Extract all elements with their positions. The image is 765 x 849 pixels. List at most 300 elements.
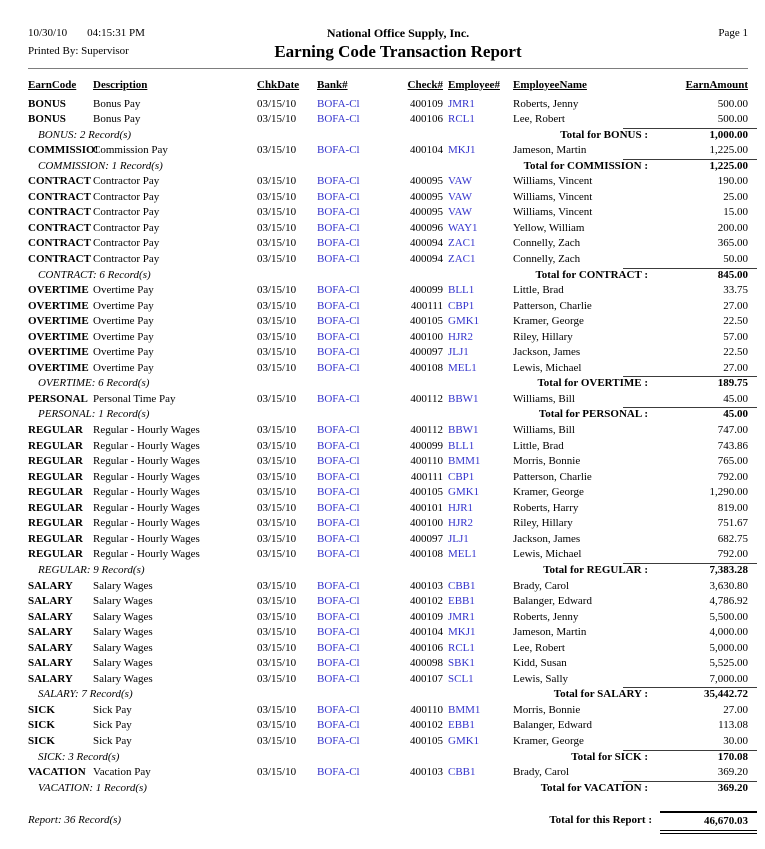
cell-check-number: 400107 [410, 672, 443, 685]
bank-number-link[interactable]: BOFA-Cl [317, 346, 360, 359]
bank-number-link[interactable]: BOFA-Cl [317, 517, 360, 530]
bank-number-link[interactable]: BOFA-Cl [317, 439, 360, 452]
cell-earn-amount: 22.50 [723, 315, 748, 328]
employee-number-link[interactable]: HJR1 [448, 501, 474, 514]
page-number: Page 1 [718, 27, 748, 39]
cell-earn-code: SALARY [28, 657, 73, 670]
cell-chk-date: 03/15/10 [257, 703, 297, 716]
bank-number-link[interactable]: BOFA-Cl [317, 470, 360, 483]
cell-employee-name: Kramer, George [513, 315, 584, 328]
cell-employee-name: Lewis, Sally [513, 672, 568, 685]
cell-earn-amount: 365.00 [717, 237, 748, 250]
group-footer-row [28, 376, 748, 392]
bank-number-link[interactable]: BOFA-Cl [317, 657, 360, 670]
employee-number-link[interactable]: BLL1 [448, 284, 475, 297]
cell-earn-code: OVERTIME [28, 346, 89, 359]
bank-number-link[interactable]: BOFA-Cl [317, 361, 360, 374]
bank-number-link[interactable]: BOFA-Cl [317, 113, 360, 126]
report-row [28, 283, 748, 299]
cell-chk-date: 03/15/10 [257, 221, 297, 234]
employee-number-link[interactable]: MKJ1 [448, 144, 476, 157]
bank-number-link[interactable]: BOFA-Cl [317, 253, 360, 266]
cell-earn-amount: 27.00 [723, 299, 748, 312]
employee-number-link[interactable]: MEL1 [448, 361, 477, 374]
group-total-rule [623, 128, 757, 129]
cell-chk-date: 03/15/10 [257, 190, 297, 203]
cell-earn-amount: 819.00 [717, 501, 748, 514]
cell-earn-amount: 4,786.92 [709, 595, 748, 608]
employee-number-link[interactable]: RCL1 [448, 113, 475, 126]
bank-number-link[interactable]: BOFA-Cl [317, 734, 360, 747]
cell-earn-code: OVERTIME [28, 330, 89, 343]
cell-earn-amount: 743.86 [717, 439, 748, 452]
employee-number-link[interactable]: MKJ1 [448, 626, 476, 639]
group-total-label: Total for REGULAR : [543, 563, 648, 576]
report-row [28, 392, 748, 408]
group-record-count: SICK: 3 Record(s) [38, 750, 120, 763]
employee-number-link[interactable]: RCL1 [448, 641, 475, 654]
employee-number-link[interactable]: BMM1 [448, 703, 481, 716]
employee-number-link[interactable]: JLJ1 [448, 346, 469, 359]
cell-check-number: 400094 [410, 253, 443, 266]
employee-number-link[interactable]: WAY1 [448, 221, 478, 234]
cell-check-number: 400109 [410, 97, 443, 110]
bank-number-link[interactable]: BOFA-Cl [317, 97, 360, 110]
report-row [28, 454, 748, 470]
report-header [28, 25, 748, 62]
group-total-amount: 35,442.72 [704, 688, 748, 701]
report-row [28, 734, 748, 750]
report-row [28, 470, 748, 486]
cell-check-number: 400111 [410, 470, 443, 483]
cell-chk-date: 03/15/10 [257, 299, 297, 312]
cell-check-number: 400101 [410, 501, 443, 514]
report-row [28, 112, 748, 128]
cell-chk-date: 03/15/10 [257, 766, 297, 779]
cell-employee-name: Williams, Vincent [513, 175, 593, 188]
cell-check-number: 400102 [410, 595, 443, 608]
cell-description: Salary Wages [93, 610, 153, 623]
cell-description: Overtime Pay [93, 315, 154, 328]
report-row [28, 625, 748, 641]
cell-earn-code: REGULAR [28, 470, 84, 483]
cell-earn-code: SALARY [28, 641, 73, 654]
cell-check-number: 400109 [410, 610, 443, 623]
cell-description: Bonus Pay [93, 113, 141, 126]
bank-number-link[interactable]: BOFA-Cl [317, 641, 360, 654]
cell-earn-code: REGULAR [28, 439, 84, 452]
employee-number-link[interactable]: EBB1 [448, 595, 475, 608]
group-footer-row [28, 781, 748, 797]
employee-number-link[interactable]: ZAC1 [448, 237, 476, 250]
cell-check-number: 400105 [410, 486, 443, 499]
cell-chk-date: 03/15/10 [257, 579, 297, 592]
group-total-amount: 1,225.00 [709, 159, 748, 172]
cell-employee-name: Morris, Bonnie [513, 703, 581, 716]
cell-earn-amount: 5,525.00 [709, 657, 748, 670]
cell-employee-name: Jameson, Martin [513, 626, 587, 639]
report-row [28, 579, 748, 595]
cell-earn-amount: 15.00 [723, 206, 748, 219]
cell-description: Salary Wages [93, 641, 153, 654]
cell-check-number: 400112 [410, 424, 443, 437]
cell-chk-date: 03/15/10 [257, 532, 297, 545]
cell-description: Regular - Hourly Wages [93, 470, 200, 483]
report-row [28, 97, 748, 113]
bank-number-link[interactable]: BOFA-Cl [317, 501, 360, 514]
cell-description: Regular - Hourly Wages [93, 439, 200, 452]
cell-chk-date: 03/15/10 [257, 548, 297, 561]
report-row [28, 532, 748, 548]
report-row [28, 547, 748, 563]
print-time: 04:15:31 PM [87, 27, 145, 39]
cell-employee-name: Roberts, Jenny [513, 97, 579, 110]
cell-description: Salary Wages [93, 626, 153, 639]
employee-number-link[interactable]: SBK1 [448, 657, 475, 670]
cell-check-number: 400108 [410, 548, 443, 561]
cell-description: Salary Wages [93, 672, 153, 685]
group-footer-row [28, 563, 748, 579]
bank-number-link[interactable]: BOFA-Cl [317, 455, 360, 468]
cell-earn-code: SALARY [28, 579, 73, 592]
group-total-amount: 7,383.28 [709, 563, 748, 576]
report-row [28, 143, 748, 159]
cell-description: Regular - Hourly Wages [93, 455, 200, 468]
header-rule [28, 68, 748, 69]
bank-number-link[interactable]: BOFA-Cl [317, 719, 360, 732]
cell-earn-amount: 3,630.80 [709, 579, 748, 592]
cell-earn-code: PERSONAL [28, 392, 88, 405]
employee-number-link[interactable]: ZAC1 [448, 253, 476, 266]
report-title: Earning Code Transaction Report [274, 42, 522, 61]
report-row [28, 703, 748, 719]
cell-earn-code: REGULAR [28, 548, 84, 561]
cell-description: Regular - Hourly Wages [93, 532, 200, 545]
cell-check-number: 400106 [410, 113, 443, 126]
group-record-count: SALARY: 7 Record(s) [38, 688, 133, 701]
cell-employee-name: Williams, Bill [513, 424, 575, 437]
report-row [28, 439, 748, 455]
cell-earn-amount: 5,000.00 [709, 641, 748, 654]
employee-number-link[interactable]: VAW [448, 206, 472, 219]
report-row [28, 423, 748, 439]
cell-employee-name: Lewis, Michael [513, 548, 582, 561]
cell-earn-code: CONTRACT [28, 237, 91, 250]
cell-employee-name: Roberts, Jenny [513, 610, 579, 623]
cell-check-number: 400104 [410, 626, 443, 639]
group-total-rule [623, 781, 757, 782]
bank-number-link[interactable]: BOFA-Cl [317, 610, 360, 623]
cell-earn-code: BONUS [28, 97, 66, 110]
cell-earn-code: SICK [28, 734, 55, 747]
cell-chk-date: 03/15/10 [257, 641, 297, 654]
employee-number-link[interactable]: JMR1 [448, 97, 475, 110]
group-record-count: REGULAR: 9 Record(s) [38, 563, 145, 576]
cell-chk-date: 03/15/10 [257, 315, 297, 328]
cell-chk-date: 03/15/10 [257, 439, 297, 452]
cell-employee-name: Brady, Carol [513, 579, 570, 592]
cell-description: Contractor Pay [93, 221, 160, 234]
cell-employee-name: Williams, Bill [513, 392, 575, 405]
cell-earn-amount: 500.00 [717, 113, 748, 126]
group-total-label: Total for SICK : [571, 750, 648, 763]
employee-number-link[interactable]: CBP1 [448, 470, 475, 483]
group-total-label: Total for VACATION : [540, 781, 648, 794]
bank-number-link[interactable]: BOFA-Cl [317, 424, 360, 437]
employee-number-link[interactable]: JLJ1 [448, 532, 469, 545]
cell-chk-date: 03/15/10 [257, 346, 297, 359]
report-total-amount: 46,670.03 [660, 811, 757, 834]
cell-description: Overtime Pay [93, 330, 154, 343]
cell-earn-amount: 27.00 [723, 703, 748, 716]
bank-number-link[interactable]: BOFA-Cl [317, 595, 360, 608]
cell-earn-amount: 500.00 [717, 97, 748, 110]
employee-number-link[interactable]: EBB1 [448, 719, 475, 732]
group-total-rule [623, 159, 757, 160]
group-footer-row [28, 687, 748, 703]
group-total-label: Total for BONUS : [560, 128, 648, 141]
cell-employee-name: Yellow, William [513, 221, 585, 234]
bank-number-link[interactable]: BOFA-Cl [317, 190, 360, 203]
cell-check-number: 400105 [410, 315, 443, 328]
employee-number-link[interactable]: BLL1 [448, 439, 475, 452]
cell-employee-name: Jackson, James [513, 346, 581, 359]
report-row [28, 190, 748, 206]
cell-earn-code: OVERTIME [28, 315, 89, 328]
bank-number-link[interactable]: BOFA-Cl [317, 486, 360, 499]
cell-earn-code: CONTRACT [28, 190, 91, 203]
report-row [28, 221, 748, 237]
cell-earn-code: SALARY [28, 626, 73, 639]
cell-chk-date: 03/15/10 [257, 361, 297, 374]
cell-employee-name: Roberts, Harry [513, 501, 579, 514]
group-footer-row [28, 407, 748, 423]
cell-employee-name: Riley, Hillary [513, 517, 573, 530]
group-total-rule [623, 750, 757, 751]
employee-number-link[interactable]: HJR2 [448, 330, 474, 343]
employee-number-link[interactable]: GMK1 [448, 315, 480, 328]
cell-description: Salary Wages [93, 657, 153, 670]
cell-description: Contractor Pay [93, 206, 160, 219]
cell-chk-date: 03/15/10 [257, 517, 297, 530]
cell-earn-amount: 57.00 [723, 330, 748, 343]
cell-check-number: 400110 [410, 455, 443, 468]
employee-number-link[interactable]: CBB1 [448, 579, 476, 592]
group-total-label: Total for PERSONAL : [538, 408, 648, 421]
company-name: National Office Supply, Inc. [326, 26, 470, 40]
employee-number-link[interactable]: GMK1 [448, 734, 480, 747]
cell-earn-code: REGULAR [28, 486, 84, 499]
report-row [28, 345, 748, 361]
group-footer-row [28, 750, 748, 766]
cell-earn-code: REGULAR [28, 517, 84, 530]
report-row [28, 656, 748, 672]
cell-chk-date: 03/15/10 [257, 253, 297, 266]
group-total-label: Total for OVERTIME : [537, 377, 648, 390]
employee-number-link[interactable]: BMM1 [448, 455, 481, 468]
cell-check-number: 400100 [410, 330, 443, 343]
cell-earn-amount: 4,000.00 [709, 626, 748, 639]
cell-earn-amount: 22.50 [723, 346, 748, 359]
cell-employee-name: Patterson, Charlie [513, 299, 592, 312]
bank-number-link[interactable]: BOFA-Cl [317, 175, 360, 188]
cell-description: Regular - Hourly Wages [93, 548, 200, 561]
cell-chk-date: 03/15/10 [257, 330, 297, 343]
cell-check-number: 400097 [410, 346, 443, 359]
cell-earn-code: OVERTIME [28, 284, 89, 297]
cell-check-number: 400111 [410, 299, 443, 312]
cell-earn-amount: 682.75 [717, 532, 748, 545]
cell-earn-code: OVERTIME [28, 299, 89, 312]
cell-employee-name: Morris, Bonnie [513, 455, 581, 468]
column-header-description: Description [93, 79, 148, 91]
cell-earn-code: CONTRACT [28, 221, 91, 234]
employee-number-link[interactable]: BBW1 [448, 392, 479, 405]
header-center [188, 25, 608, 62]
cell-earn-code: SICK [28, 719, 55, 732]
cell-employee-name: Little, Brad [513, 284, 564, 297]
report-row [28, 765, 748, 781]
cell-description: Contractor Pay [93, 237, 160, 250]
report-row [28, 361, 748, 377]
cell-earn-code: CONTRACT [28, 206, 91, 219]
cell-chk-date: 03/15/10 [257, 672, 297, 685]
group-record-count: OVERTIME: 6 Record(s) [38, 377, 150, 390]
bank-number-link[interactable]: BOFA-Cl [317, 532, 360, 545]
cell-employee-name: Brady, Carol [513, 766, 570, 779]
cell-earn-code: REGULAR [28, 532, 84, 545]
cell-chk-date: 03/15/10 [257, 610, 297, 623]
cell-earn-code: REGULAR [28, 501, 84, 514]
cell-description: Overtime Pay [93, 361, 154, 374]
cell-earn-code: VACATION [28, 766, 86, 779]
report-row [28, 299, 748, 315]
cell-check-number: 400105 [410, 734, 443, 747]
cell-chk-date: 03/15/10 [257, 392, 297, 405]
cell-check-number: 400112 [410, 392, 443, 405]
cell-check-number: 400099 [410, 439, 443, 452]
group-record-count: PERSONAL: 1 Record(s) [38, 408, 150, 421]
employee-number-link[interactable]: BBW1 [448, 424, 479, 437]
employee-number-link[interactable]: MEL1 [448, 548, 477, 561]
column-header-earn-code: EarnCode [28, 79, 77, 91]
cell-chk-date: 03/15/10 [257, 657, 297, 670]
bank-number-link[interactable]: BOFA-Cl [317, 221, 360, 234]
employee-number-link[interactable]: JMR1 [448, 610, 475, 623]
group-total-rule [623, 268, 757, 269]
bank-number-link[interactable]: BOFA-Cl [317, 144, 360, 157]
bank-number-link[interactable]: BOFA-Cl [317, 548, 360, 561]
bank-number-link[interactable]: BOFA-Cl [317, 579, 360, 592]
employee-number-link[interactable]: VAW [448, 175, 472, 188]
cell-check-number: 400097 [410, 532, 443, 545]
group-total-rule [623, 687, 757, 688]
bank-number-link[interactable]: BOFA-Cl [317, 237, 360, 250]
cell-earn-code: REGULAR [28, 424, 84, 437]
group-record-count: VACATION: 1 Record(s) [38, 781, 147, 794]
group-total-rule [623, 563, 757, 564]
group-total-label: Total for SALARY : [553, 688, 648, 701]
bank-number-link[interactable]: BOFA-Cl [317, 299, 360, 312]
cell-chk-date: 03/15/10 [257, 237, 297, 250]
bank-number-link[interactable]: BOFA-Cl [317, 766, 360, 779]
column-header-earn-amount: EarnAmount [685, 79, 748, 91]
cell-earn-amount: 27.00 [723, 361, 748, 374]
report-row [28, 205, 748, 221]
cell-chk-date: 03/15/10 [257, 470, 297, 483]
cell-earn-code: CONTRACT [28, 253, 91, 266]
cell-chk-date: 03/15/10 [257, 284, 297, 297]
cell-employee-name: Balanger, Edward [513, 595, 592, 608]
cell-chk-date: 03/15/10 [257, 144, 297, 157]
cell-employee-name: Patterson, Charlie [513, 470, 592, 483]
cell-chk-date: 03/15/10 [257, 97, 297, 110]
cell-description: Regular - Hourly Wages [93, 501, 200, 514]
bank-number-link[interactable]: BOFA-Cl [317, 703, 360, 716]
cell-check-number: 400096 [410, 221, 443, 234]
report-row [28, 610, 748, 626]
bank-number-link[interactable]: BOFA-Cl [317, 626, 360, 639]
cell-earn-amount: 200.00 [717, 221, 748, 234]
report-row [28, 516, 748, 532]
report-row [28, 314, 748, 330]
cell-description: Sick Pay [93, 703, 132, 716]
bank-number-link[interactable]: BOFA-Cl [317, 284, 360, 297]
employee-number-link[interactable]: SCL1 [448, 672, 474, 685]
group-total-amount: 170.08 [717, 750, 748, 763]
cell-earn-amount: 190.00 [717, 175, 748, 188]
bank-number-link[interactable]: BOFA-Cl [317, 315, 360, 328]
column-header-employee-name: EmployeeName [513, 79, 587, 91]
bank-number-link[interactable]: BOFA-Cl [317, 206, 360, 219]
group-footer-row [28, 159, 748, 175]
report-row [28, 718, 748, 734]
cell-check-number: 400110 [410, 703, 443, 716]
group-record-count: BONUS: 2 Record(s) [38, 128, 132, 141]
cell-check-number: 400102 [410, 719, 443, 732]
group-record-count: COMMISSION: 1 Record(s) [38, 159, 163, 172]
cell-employee-name: Williams, Vincent [513, 190, 593, 203]
cell-description: Commission Pay [93, 144, 168, 157]
bank-number-link[interactable]: BOFA-Cl [317, 330, 360, 343]
cell-description: Personal Time Pay [93, 392, 176, 405]
bank-number-link[interactable]: BOFA-Cl [317, 392, 360, 405]
cell-earn-code: SALARY [28, 595, 73, 608]
cell-check-number: 400095 [410, 190, 443, 203]
cell-chk-date: 03/15/10 [257, 486, 297, 499]
employee-number-link[interactable]: HJR2 [448, 517, 474, 530]
cell-employee-name: Kramer, George [513, 734, 584, 747]
cell-chk-date: 03/15/10 [257, 175, 297, 188]
cell-earn-amount: 33.75 [723, 284, 748, 297]
bank-number-link[interactable]: BOFA-Cl [317, 672, 360, 685]
cell-earn-amount: 792.00 [717, 548, 748, 561]
cell-check-number: 400104 [410, 144, 443, 157]
column-header-bank: Bank# [317, 79, 348, 91]
cell-description: Overtime Pay [93, 299, 154, 312]
cell-employee-name: Connelly, Zach [513, 237, 581, 250]
employee-number-link[interactable]: CBP1 [448, 299, 475, 312]
cell-check-number: 400108 [410, 361, 443, 374]
cell-check-number: 400094 [410, 237, 443, 250]
employee-number-link[interactable]: VAW [448, 190, 472, 203]
cell-description: Salary Wages [93, 595, 153, 608]
cell-check-number: 400103 [410, 579, 443, 592]
report-total-label: Total for this Report : [549, 814, 652, 827]
cell-description: Contractor Pay [93, 190, 160, 203]
employee-number-link[interactable]: CBB1 [448, 766, 476, 779]
employee-number-link[interactable]: GMK1 [448, 486, 480, 499]
